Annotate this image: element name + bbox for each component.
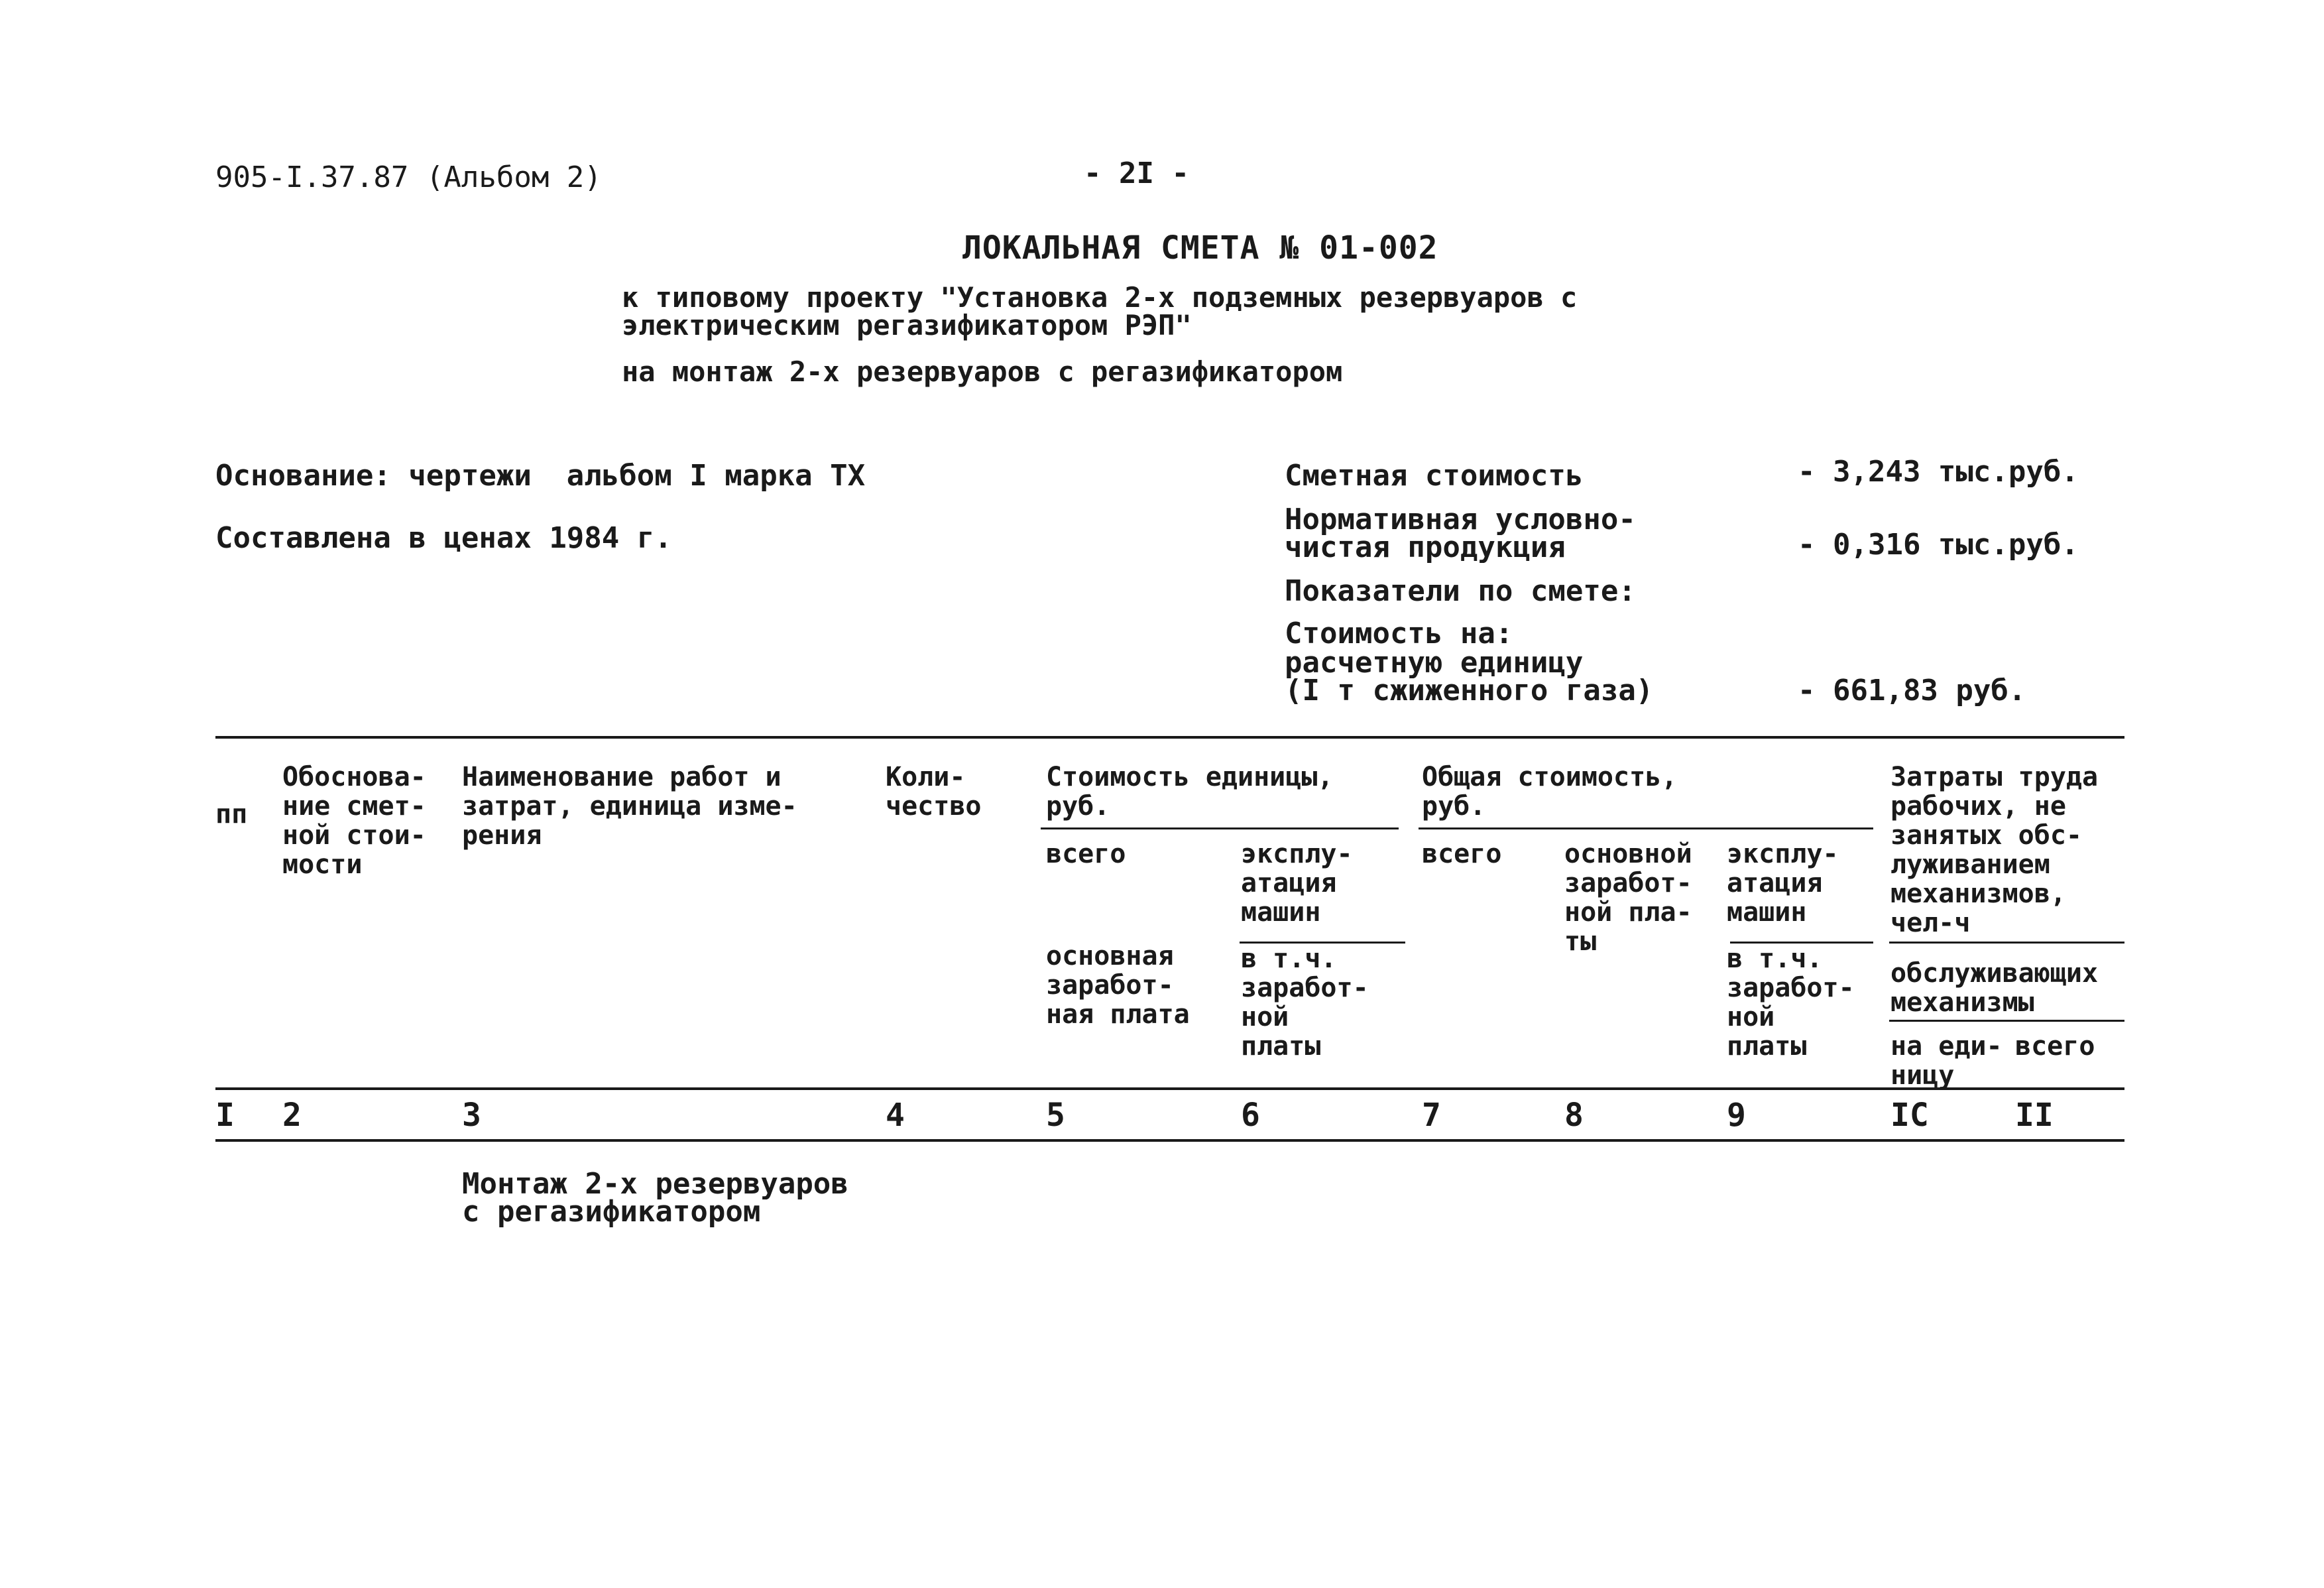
number-row-rule	[215, 1139, 2124, 1142]
total-cost-group-rule	[1419, 827, 1873, 829]
column-number-8: 8	[1564, 1097, 1584, 1134]
basis-text: Основание: чертежи альбом I марка ТХ	[215, 459, 866, 493]
norm-label-1: Нормативная условно-	[1285, 503, 1636, 536]
column-number-1: I	[215, 1097, 235, 1134]
labor-group-header: Затраты труда рабочих, не занятых обс- луживанием механизмов, чел-ч	[1890, 762, 2099, 938]
labor-split-rule-2	[1889, 1020, 2124, 1022]
subtitle-line-1: к типовому проекту "Установка 2-х подземных резервуаров с	[622, 281, 1578, 314]
cost-label: Сметная стоимость	[1285, 459, 1584, 493]
col9-wage-header: в т.ч. заработ- ной платы	[1727, 944, 1855, 1062]
unit-cost-label-3: (I т сжиженного газа)	[1285, 674, 1654, 707]
unit-cost-label-2: расчетную единицу	[1285, 646, 1584, 680]
column-number-6: 6	[1241, 1097, 1260, 1134]
col-name-header: Наименование работ и затрат, единица изме- рения	[462, 762, 797, 851]
column-number-2: 2	[282, 1097, 302, 1134]
column-number-3: 3	[462, 1097, 481, 1134]
column-number-11: II	[2015, 1097, 2054, 1134]
indicators-label: Показатели по смете:	[1285, 574, 1636, 608]
unit-cost-value: - 661,83 руб.	[1798, 674, 2026, 707]
col9-machines-header: эксплу- атация машин	[1727, 839, 1839, 928]
col6-machines-header: эксплу- атация машин	[1241, 839, 1353, 928]
estimate-title: ЛОКАЛЬНАЯ СМЕТА № 01-002	[962, 229, 1438, 267]
column-number-10: IC	[1890, 1097, 1929, 1134]
cost-value: - 3,243 тыс.руб.	[1798, 455, 2079, 489]
unit-cost-label-1: Стоимость на:	[1285, 617, 1513, 650]
page-number: - 2I -	[1084, 156, 1189, 190]
col7-total-header: всего	[1422, 839, 1502, 869]
norm-label-2: чистая продукция	[1285, 530, 1566, 564]
document-code: 905-I.37.87 (Альбом 2)	[215, 160, 602, 194]
labor-subgroup-header: обслуживающих механизмы	[1890, 958, 2099, 1018]
column-number-7: 7	[1422, 1097, 1441, 1134]
table-top-rule	[215, 736, 2124, 739]
col-basis-header: Обоснова- ние смет- ной стои- мости	[282, 762, 426, 880]
col8-wage-header: основной заработ- ной пла- ты	[1564, 839, 1692, 957]
prices-year-text: Составлена в ценах 1984 г.	[215, 521, 672, 555]
column-number-4: 4	[886, 1097, 905, 1134]
column-number-9: 9	[1727, 1097, 1746, 1134]
section-title-line-2: с регазификатором	[462, 1195, 761, 1229]
col-pp-header: пп	[215, 799, 248, 829]
col5-wage-header: основная заработ- ная плата	[1046, 941, 1190, 1030]
subtitle-line-3: на монтаж 2-х резервуаров с регазификатором	[622, 355, 1343, 388]
section-title-line-1: Монтаж 2-х резервуаров	[462, 1167, 848, 1201]
labor-split-rule-1	[1889, 942, 2124, 944]
col5-total-header: всего	[1046, 839, 1126, 869]
col10-per-unit-header: на еди- ницу	[1890, 1031, 2003, 1091]
col11-total-header: всего	[2015, 1031, 2095, 1062]
unit-cost-group-rule	[1041, 827, 1399, 829]
total-cost-group-header: Общая стоимость, руб.	[1422, 762, 1678, 822]
col6-wage-header: в т.ч. заработ- ной платы	[1241, 944, 1369, 1062]
unit-cost-group-header: Стоимость единицы, руб.	[1046, 762, 1334, 822]
col-quantity-header: Коли- чество	[886, 762, 982, 822]
norm-value: - 0,316 тыс.руб.	[1798, 528, 2079, 562]
column-number-5: 5	[1046, 1097, 1065, 1134]
subtitle-line-2: электрическим регазификатором РЭП"	[622, 309, 1192, 341]
header-bottom-rule	[215, 1087, 2124, 1090]
